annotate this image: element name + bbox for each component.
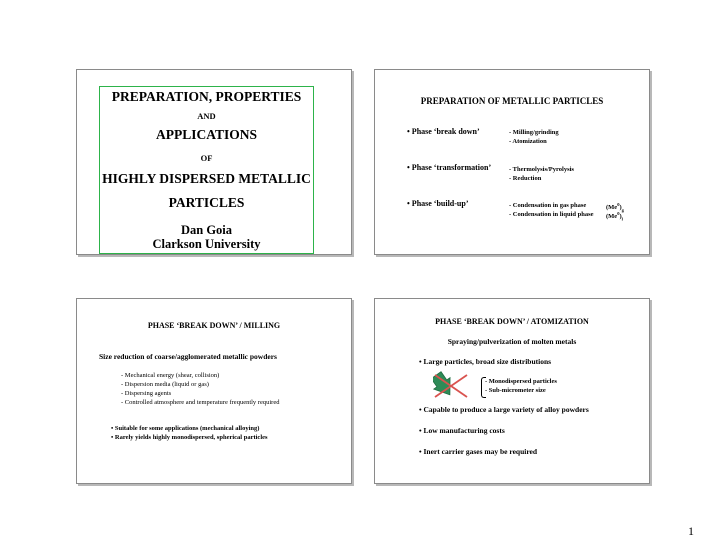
title-line-6: PARTICLES	[168, 195, 245, 210]
phase-transformation-item-1: - Thermolysis/Pyrolysis	[509, 166, 574, 173]
slide4-title: PHASE ‘BREAK DOWN’ / ATOMIZATION	[435, 317, 589, 326]
phase-build-up-item-2: - Condensation in liquid phase	[509, 211, 594, 218]
arrow-crossed-icon	[433, 371, 477, 401]
milling-note-2: • Rarely yields highly monodispersed, spherical particles	[111, 434, 268, 441]
slide-preparation	[374, 69, 650, 255]
author-name: Dan Goia	[180, 223, 233, 237]
milling-item-1: - Mechanical energy (shear, collision)	[121, 372, 220, 379]
title-line-3: APPLICATIONS	[155, 127, 257, 142]
phase-break-down: • Phase ‘break down’	[407, 127, 480, 136]
phase-build-up-item-1: - Condensation in gas phase	[509, 202, 587, 209]
atomization-bullet-1: • Large particles, broad size distributions	[419, 357, 552, 366]
liquid-formula-base: (Me	[606, 213, 618, 221]
liquid-formula	[606, 211, 623, 221]
liquid-formula-sup: 0	[617, 211, 620, 216]
milling-item-4: - Controlled atmosphere and temperature frequently required	[121, 399, 280, 406]
milling-note-1: • Suitable for some applications (mechanical alloying)	[111, 425, 260, 432]
gas-formula-sub: g	[621, 207, 624, 213]
atomization-bullet-3: • Low manufacturing costs	[419, 426, 505, 435]
phase-transformation-item-2: - Reduction	[509, 175, 542, 182]
gas-formula-base: (Me	[606, 204, 618, 212]
phase-transformation: • Phase ‘transformation’	[407, 163, 492, 172]
title-line-5: HIGHLY DISPERSED METALLIC	[102, 171, 311, 186]
liquid-formula-close: )	[619, 213, 622, 221]
phase-break-down-item-1: - Milling/grinding	[509, 129, 559, 136]
phase-build-up: • Phase ‘build-up’	[407, 199, 469, 208]
slide4-subtitle: Spraying/pulverization of molten metals	[447, 337, 577, 346]
atomization-bullet-4: • Inert carrier gases may be required	[419, 447, 538, 456]
slide3-title: PHASE ‘BREAK DOWN’ / MILLING	[147, 321, 281, 330]
title-line-4: OF	[200, 153, 213, 163]
title-line-2: AND	[197, 111, 216, 121]
milling-item-3: - Dispersing agents	[121, 390, 172, 397]
atomization-bullet-2: • Capable to produce a large variety of alloy powders	[419, 405, 589, 414]
title-box	[99, 86, 314, 254]
slide-milling	[76, 298, 352, 484]
author-affiliation: Clarkson University	[152, 237, 261, 251]
slide-title	[76, 69, 352, 255]
title-line-1: PREPARATION, PROPERTIES	[111, 89, 302, 104]
slide3-heading: Size reduction of coarse/agglomerated metallic powders	[99, 352, 277, 361]
brace-item-2: - Sub-micrometer size	[485, 387, 546, 394]
gas-formula-sup: 0	[617, 202, 620, 207]
page-number: 1	[688, 524, 694, 538]
slide-atomization	[374, 298, 650, 484]
slide2-title: PREPARATION OF METALLIC PARTICLES	[420, 96, 604, 106]
brace-item-1: - Monodispersed particles	[485, 378, 557, 385]
milling-item-2: - Dispersion media (liquid or gas)	[121, 381, 209, 388]
liquid-formula-sub: l	[621, 216, 623, 222]
gas-formula-close: )	[619, 204, 622, 212]
phase-break-down-item-2: - Atomization	[509, 138, 547, 145]
